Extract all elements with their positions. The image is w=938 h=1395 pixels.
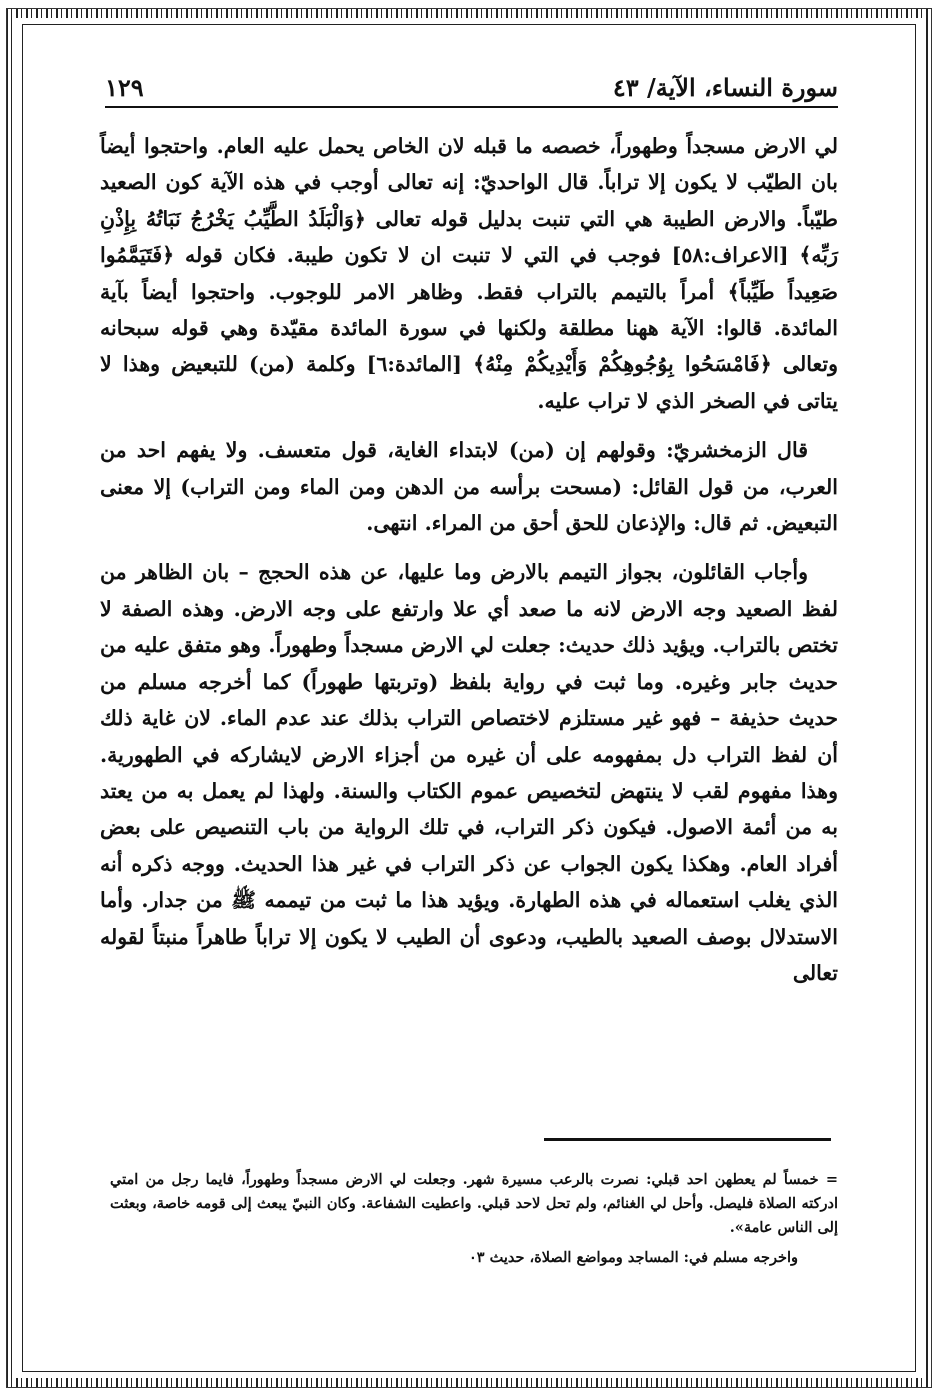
footnote-text: = خمساً لم يعطهن احد قبلي: نصرت بالرعب مسيرة شهر. وجعلت لي الارض مسجداً وطهوراً، فايما رجل من امتي ادركته الصلاة فليصل. وأحل لي الغنائم، ولم تحل لاحد قبلي. واعطيت الشفاعة. وكان النبيّ يبعث إلى قومه خاصة، وبعثت إلى الناس عامة».: [110, 1171, 838, 1236]
page-number: ١٢٩: [105, 73, 144, 102]
running-title: سورة النساء، الآية/ ٤٣: [612, 73, 838, 102]
paragraph: قال الزمخشريّ: وقولهم إن (من) لابتداء الغاية، قول متعسف. ولا يفهم احد من العرب، من قول القائل: (مسحت برأسه من الدهن ومن الماء ومن التراب) إلا معنى التبعيض. ثم قال: والإذعان للحق أحق من المراء. انتهى.: [100, 438, 838, 536]
footnote-citation: واخرجه مسلم في: المساجد ومواضع الصلاة، حديث ٠٣: [468, 1249, 798, 1266]
paragraph: لي الارض مسجداً وطهوراً، خصصه ما قبله لان الخاص يحمل عليه العام. واحتجوا أيضاً بان الطيّب لا يكون إلا تراباً. قال الواحديّ: إنه تعالى أوجب في هذه الآية كون الصعيد طيّباً. والارض الطيبة هي التي تنبت بدليل قوله تعالى ﴿وَالْبَلَدُ الطَّيِّبُ يَخْرُجُ نَبَاتُهُ بِإِذْنِ رَبِّه﴾ [الاعراف:٥٨] فوجب في التي لا تنبت ان لا تكون طيبة. فكان قوله ﴿فَتَيَمَّمُوا صَعِيداً طَيِّباً﴾ أمراً بالتيمم بالتراب فقط. وظاهر الامر للوجوب. واحتجوا أيضاً بآية المائدة. قالوا: الآية ههنا مطلقة ولكنها في سورة المائدة مقيّدة وهي قوله سبحانه وتعالى ﴿فَامْسَحُوا بِوُجُوهِكُمْ وَأَيْدِيكُمْ مِنْهُ﴾ [المائدة:٦] وكلمة (من) للتبعيض وهذا لا يتاتى في الصخر الذي لا تراب عليه.: [100, 134, 839, 413]
main-text: [100, 128, 838, 991]
footnotes: [110, 1168, 838, 1270]
page-header: [105, 62, 838, 108]
paragraph: وأجاب القائلون، بجواز التيمم بالارض وما عليها، عن هذه الحجج – بان الظاهر من لفظ الصعيد وجه الارض لانه ما صعد أي علا وارتفع على وجه الارض. وهذه الصفة لا تختص بالتراب. ويؤيد ذلك حديث: جعلت لي الارض مسجداً وطهوراً. وهو متفق عليه من حديث جابر وغيره. وما ثبت في رواية بلفظ (وتربتها طهوراً) كما أخرجه مسلم من حديث حذيفة – فهو غير مستلزم لاختصاص التراب بذلك عند عدم الماء. لان غاية ذلك أن لفظ التراب دل بمفهومه على أن غيره من أجزاء الارض لايشاركه في الطهورية. وهذا مفهوم لقب لا ينتهض لتخصيص عموم الكتاب والسنة. ولهذا لم يعمل به من يعتد به من أئمة الاصول. فيكون ذكر التراب، في تلك الرواية من باب التنصيص على بعض أفراد العام. وهكذا يكون الجواب عن ذكر التراب في غير هذا الحديث. ووجه ذكره أنه الذي يغلب استعماله في هذه الطهارة. ويؤيد هذا ما ثبت من تيممه ﷺ من جدار. وأما الاستدلال بوصف الصعيد بالطيب، ودعوى أن الطيب لا يكون إلا تراباً طاهراً منبتاً لقوله تعالى: [100, 560, 838, 985]
footnote-separator: [544, 1138, 831, 1141]
